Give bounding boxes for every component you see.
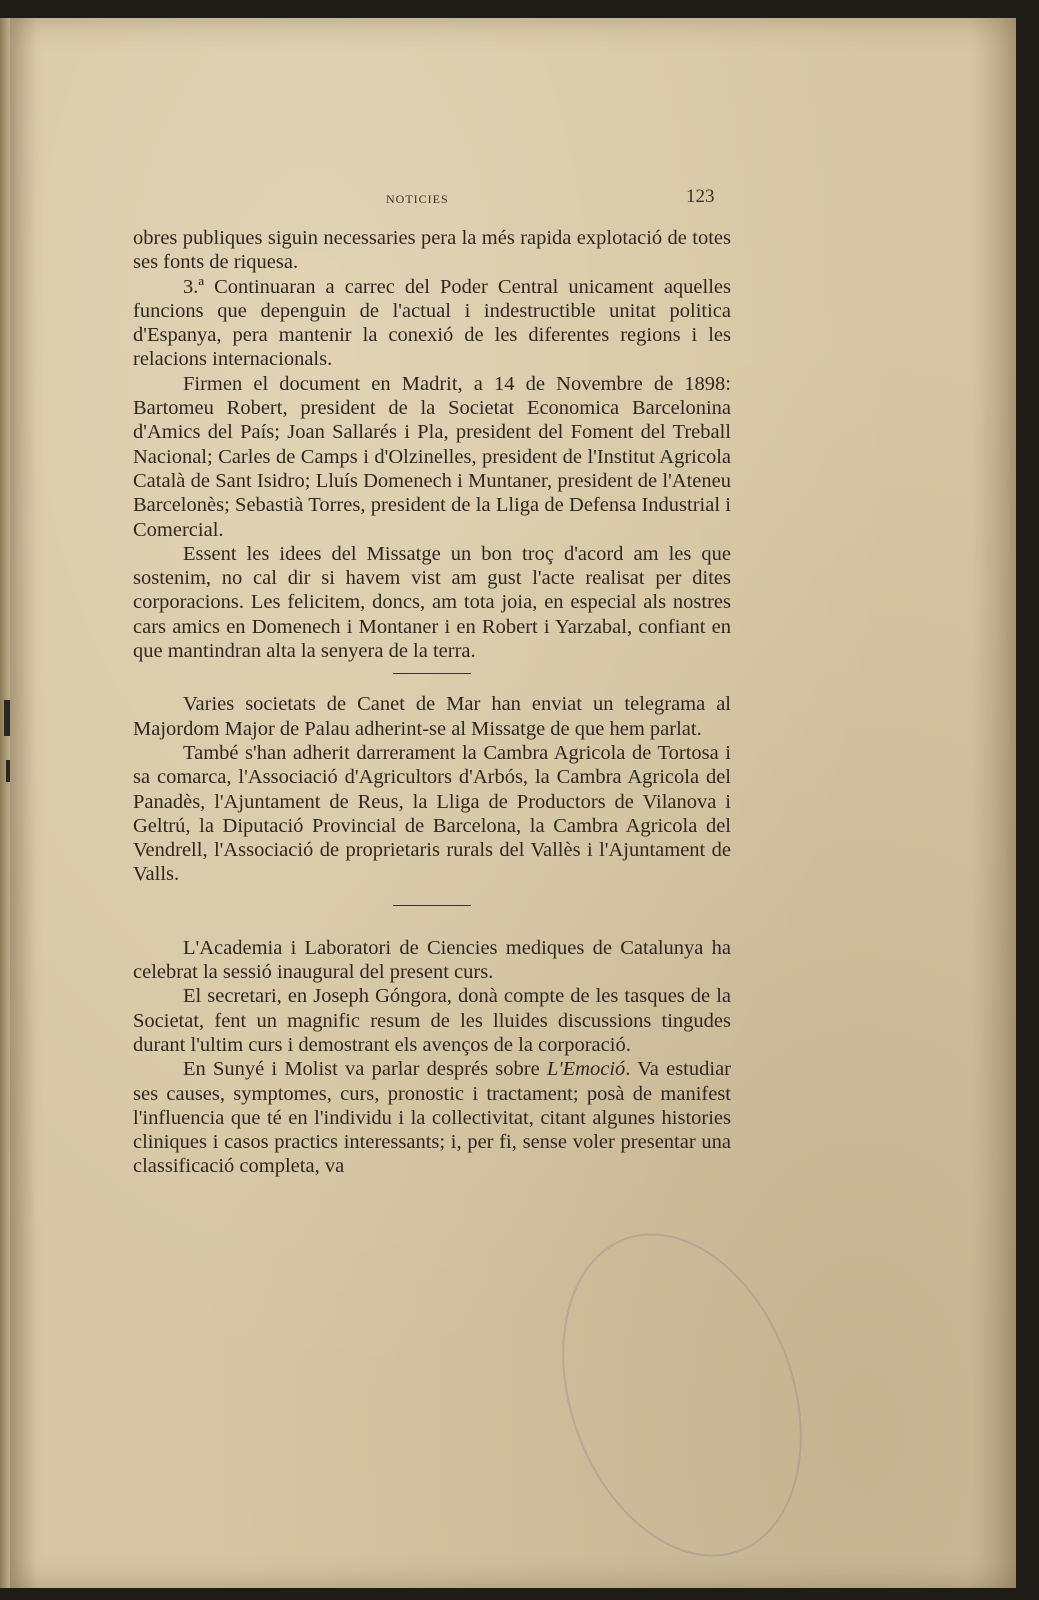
page-header — [10, 186, 1016, 210]
faded-library-stamp — [520, 1200, 845, 1590]
italic-title: L'Emoció — [546, 1058, 626, 1081]
paragraph — [133, 1057, 731, 1178]
paragraph: obres publiques siguin necessaries pera la més rapida explotació de totes ses fonts de riquesa. — [133, 227, 731, 274]
paragraph: El secretari, en Joseph Góngora, donà compte de les tasques de la Societat, fent un magnific resum de les lluides discussions tingudes durant l'ultim curs i demostrant els avenços de la corporació. — [133, 985, 731, 1056]
paragraph: També s'han adherit darrerament la Cambra Agricola de Tortosa i sa comarca, l'Associació d'Agricultors d'Arbós, la Cambra Agricola del Panadès, l'Ajuntament de Reus, la Lliga de Productors de Vilanova i Geltrú, la Diputació Provincial de Barcelona, la Cambra Agricola del Vendrell, l'Associació de proprietaris rurals del Vallès i l'Ajuntament de Valls. — [133, 741, 731, 886]
book-page — [10, 18, 1016, 1588]
paragraph: Essent les idees del Missatge un bon troç d'acord am les que sostenim, no cal dir si havem vist am gust l'acte realisat per dites corporacions. Les felicitem, doncs, am tota joia, en especial als nostres cars amics en Domenech i Montaner i en Robert i Yarzabal, confiant en que mantindran alta la senyera de la terra. — [133, 542, 731, 663]
text-run: . Va estudiar ses causes, symptomes, curs, pronostic i tractament; posà de manifest l'influencia que té en l'individu i la collectivitat, citant algunes histories cliniques i casos practics interessants; i, per fi, sense voler presentar una classificació completa, va — [133, 1058, 731, 1178]
page-number: 123 — [686, 186, 715, 207]
section-divider — [393, 673, 471, 674]
paragraph: Firmen el document en Madrit, a 14 de Novembre de 1898: Bartomeu Robert, president de la Societat Economica Barcelonina d'Amics del País; Joan Sallarés i Pla, president del Foment del Treball Nacional; Carles de Camps i d'Olzinelles, president de l'Institut Agricola Català de Sant Isidro; Lluís Domenech i Muntaner, president de l'Ateneu Barcelonès; Sebastià Torres, president de la Lliga de Defensa Industrial i Comercial. — [133, 372, 731, 541]
paragraph: L'Academia i Laboratori de Ciencies mediques de Catalunya ha celebrat la sessió inaugural del present curs. — [133, 936, 731, 984]
running-head: NOTICIES — [386, 192, 449, 206]
paragraph: 3.ª Continuaran a carrec del Poder Central unicament aquelles funcions que depenguin de l'actual i indestructible unitat politica d'Espanya, pera mantenir la conexió de les diferentes regions i les relacions internacionals. — [133, 275, 731, 371]
body-text — [133, 226, 731, 1179]
text-run: En Sunyé i Molist va parlar després sobre — [183, 1058, 547, 1081]
paragraph: Varies societats de Canet de Mar han enviat un telegrama al Majordom Major de Palau adherint-se al Missatge de que hem parlat. — [133, 693, 731, 740]
section-divider — [393, 905, 471, 906]
